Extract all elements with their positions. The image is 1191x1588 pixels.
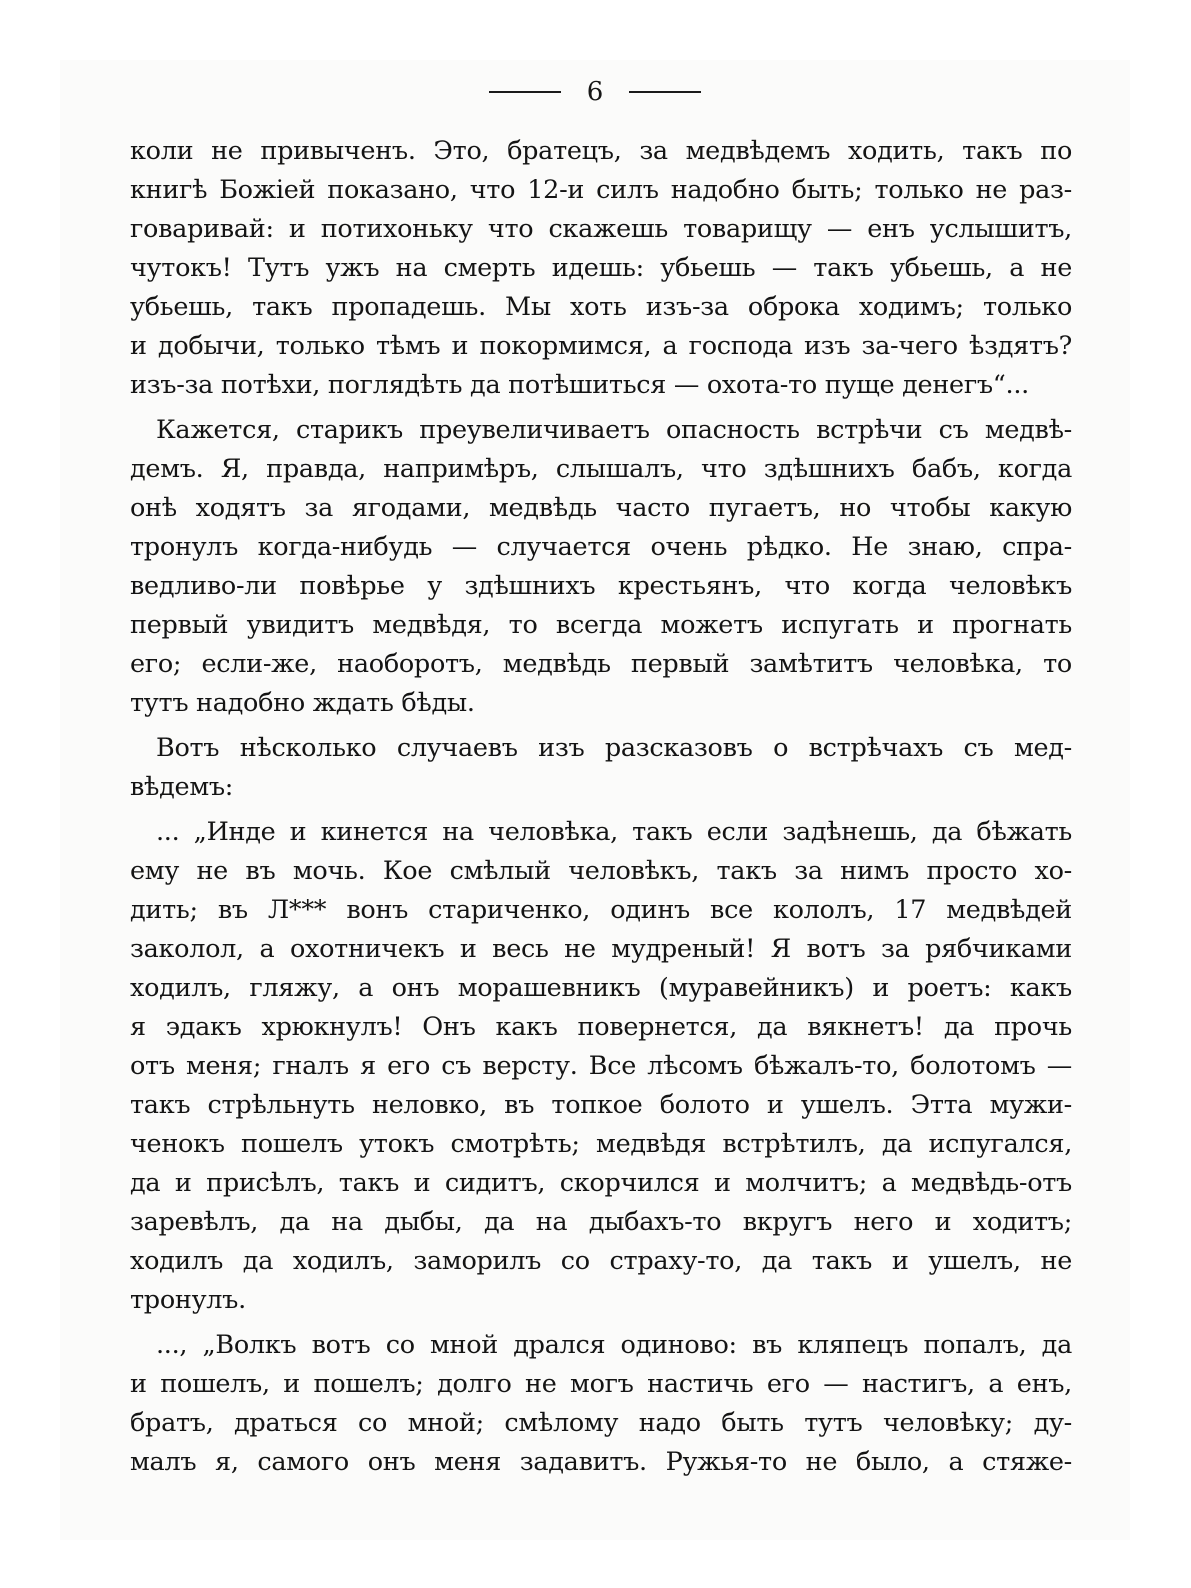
text-line: изъ-за потѣхи, поглядѣть да потѣшиться — охота-то пуще денегъ“... (130, 370, 1029, 400)
paragraph (130, 813, 1072, 1320)
text-line: убьешь, такъ пропадешь. Мы хоть изъ-за оброка ходимъ; только (130, 292, 1072, 322)
text-line: и добычи, только тѣмъ и покормимся, а господа изъ за-чего ѣздятъ? (130, 331, 1072, 361)
text-line: ведливо-ли повѣрье у здѣшнихъ крестьянъ, что когда человѣкъ (130, 571, 1072, 601)
text-line: Вотъ нѣсколько случаевъ изъ разсказовъ о встрѣчахъ съ мед- (156, 733, 1072, 763)
paragraph (130, 411, 1072, 723)
text-line: Кажется, старикъ преувеличиваетъ опасность встрѣчи съ медвѣ- (156, 415, 1072, 445)
text-line: онѣ ходятъ за ягодами, медвѣдь часто пугаетъ, но чтобы какую (130, 493, 1072, 523)
header-rule-left (489, 91, 561, 93)
text-line: ходилъ да ходилъ, заморилъ со страху-то, да такъ и ушелъ, не (130, 1246, 1072, 1276)
header-rule-right (629, 91, 701, 93)
text-line: и пошелъ, и пошелъ; долго не могъ настичь его — настигъ, а енъ, (130, 1369, 1072, 1399)
text-line: ..., „Волкъ вотъ со мной дрался одиново: въ кляпецъ попалъ, да (156, 1330, 1072, 1360)
text-line: отъ меня; гналъ я его съ версту. Все лѣсомъ бѣжалъ-то, болотомъ — (130, 1051, 1072, 1081)
page-number: 6 (586, 77, 604, 107)
text-line: книгѣ Божіей показано, что 12-и силъ надобно быть; только не раз- (130, 175, 1072, 205)
text-line: братъ, драться со мной; смѣлому надо быть тутъ человѣку; ду- (130, 1408, 1072, 1438)
text-line: демъ. Я, правда, напримѣръ, слышалъ, что здѣшнихъ бабъ, когда (130, 454, 1072, 484)
paragraph (130, 729, 1072, 807)
text-line: ему не въ мочь. Кое смѣлый человѣкъ, такъ за нимъ просто хо- (130, 856, 1072, 886)
text-line: тронулъ когда-нибудь — случается очень рѣдко. Не знаю, спра- (130, 532, 1072, 562)
text-line: заревѣлъ, да на дыбы, да на дыбахъ-то вкругъ него и ходитъ; (130, 1207, 1072, 1237)
text-line: заколол, а охотничекъ и весь не мудреный! Я вотъ за рябчиками (130, 934, 1072, 964)
text-line: ходилъ, гляжу, а онъ морашевникъ (муравейникъ) и роетъ: какъ (130, 973, 1072, 1003)
paragraph (130, 1326, 1072, 1482)
text-line: первый увидитъ медвѣдя, то всегда можетъ испугать и прогнать (130, 610, 1072, 640)
book-page (60, 60, 1130, 1540)
text-line: да и присѣлъ, такъ и сидитъ, скорчился и молчитъ; а медвѣдь-отъ (130, 1168, 1072, 1198)
text-line: его; если-же, наоборотъ, медвѣдь первый замѣтитъ человѣка, то (130, 649, 1072, 679)
paragraph (130, 132, 1072, 405)
body-text (130, 132, 1072, 1488)
text-line: говаривай: и потихоньку что скажешь товарищу — енъ услышитъ, (130, 214, 1072, 244)
text-line: тронулъ. (130, 1285, 246, 1315)
text-line: я эдакъ хрюкнулъ! Онъ какъ повернется, да вякнетъ! да прочь (130, 1012, 1072, 1042)
page-header (60, 72, 1130, 112)
text-line: ... „Инде и кинется на человѣка, такъ если задѣнешь, да бѣжать (156, 817, 1072, 847)
text-line: ченокъ пошелъ утокъ смотрѣть; медвѣдя встрѣтилъ, да испугался, (130, 1129, 1072, 1159)
text-line: тутъ надобно ждать бѣды. (130, 688, 475, 718)
text-line: вѣдемъ: (130, 772, 234, 802)
text-line: коли не привыченъ. Это, братецъ, за медвѣдемъ ходить, такъ по (130, 136, 1072, 166)
text-line: такъ стрѣльнуть неловко, въ топкое болото и ушелъ. Этта мужи- (130, 1090, 1072, 1120)
text-line: дить; въ Л*** вонъ стариченко, одинъ все кололъ, 17 медвѣдей (130, 895, 1072, 925)
text-line: чутокъ! Тутъ ужъ на смерть идешь: убьешь — такъ убьешь, а не (130, 253, 1072, 283)
text-line: малъ я, самого онъ меня задавитъ. Ружья-то не было, а стяже- (130, 1447, 1072, 1477)
